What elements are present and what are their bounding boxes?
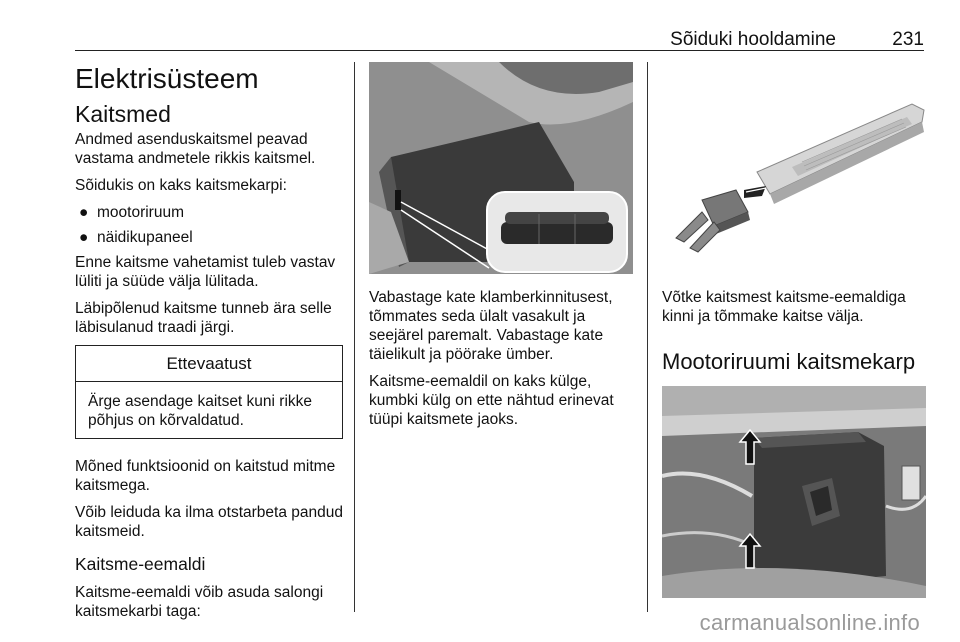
fuse-puller-illustration bbox=[662, 62, 926, 274]
engine-fuse-box-illustration bbox=[662, 386, 926, 598]
caution-heading: Ettevaatust bbox=[76, 346, 342, 382]
subheading: Kaitsme-eemaldi bbox=[75, 554, 206, 574]
column-3 bbox=[662, 62, 926, 598]
column-2 bbox=[369, 62, 633, 437]
paragraph: Kaitsme-eemaldil on kaks külge, kumbki külg on ette nähtud erinevat tüüpi kaitsmete jaoks. bbox=[369, 373, 614, 428]
page-header bbox=[75, 26, 924, 51]
column-1 bbox=[75, 62, 343, 629]
section-title: Mootoriruumi kaitsmekarp bbox=[662, 349, 916, 374]
paragraph: Andmed asenduskaitsmel peavad vastama andmetele rikkis kaitsmel. bbox=[75, 131, 316, 167]
paragraph: Kaitsme-eemaldi võib asuda salongi kaitsmekarbi taga: bbox=[75, 584, 324, 620]
paragraph: Vabastage kate klamberkinnitusest, tõmmates seda ülalt vasakult ja seejärel paremalt. Vabastage kate täielikult ja pöörake ümber. bbox=[369, 289, 613, 363]
list-item: ● mootoriruum bbox=[79, 204, 184, 221]
paragraph: Läbipõlenud kaitsme tunneb ära selle läbisulanud traadi järgi. bbox=[75, 300, 332, 336]
fuse-box-cover-illustration bbox=[369, 62, 633, 274]
caution-box bbox=[75, 345, 343, 439]
column-divider bbox=[647, 62, 648, 612]
watermark: carmanualsonline.info bbox=[699, 610, 920, 635]
bullet-icon: ● bbox=[79, 229, 89, 246]
paragraph: Sõidukis on kaks kaitsmekarpi: bbox=[75, 177, 287, 194]
section-title: Kaitsmed bbox=[75, 101, 171, 127]
list-item: ● näidikupaneel bbox=[79, 229, 193, 246]
paragraph: Mõned funktsioonid on kaitstud mitme kaitsmega. bbox=[75, 458, 336, 494]
paragraph: Võtke kaitsmest kaitsme-eemaldiga kinni ja tõmmake kaitse välja. bbox=[662, 289, 906, 325]
paragraph: Enne kaitsme vahetamist tuleb vastav lüliti ja süüde välja lülitada. bbox=[75, 254, 336, 290]
fuse-box-list bbox=[75, 203, 343, 247]
page-number: 231 bbox=[892, 29, 924, 50]
paragraph: Võib leiduda ka ilma otstarbeta pandud kaitsmeid. bbox=[75, 504, 343, 540]
caution-text: Ärge asendage kaitset kuni rikke põhjus on kõrvaldatud. bbox=[88, 393, 313, 429]
bullet-icon: ● bbox=[79, 204, 89, 221]
column-divider bbox=[354, 62, 355, 612]
chapter-title: Elektrisüsteem bbox=[75, 63, 259, 94]
running-title: Sõiduki hooldamine bbox=[670, 29, 836, 50]
